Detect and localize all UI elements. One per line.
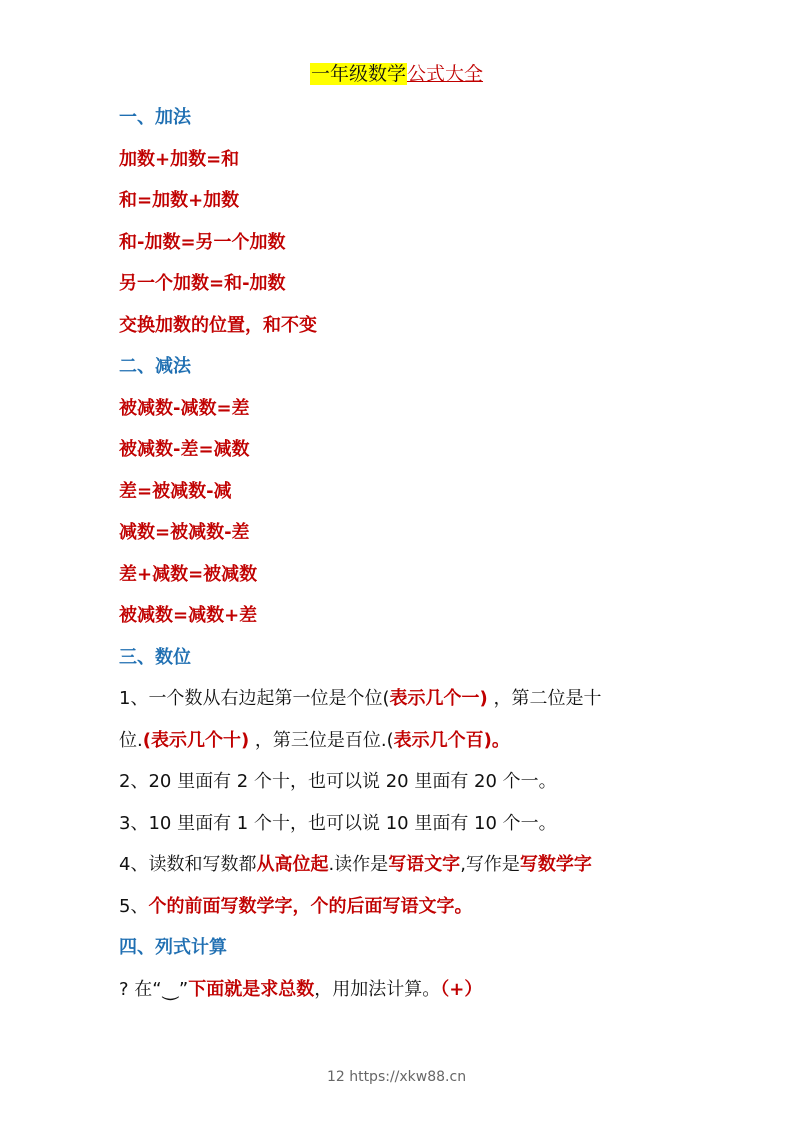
page-footer: 12 https://xkw88.cn [326, 1069, 467, 1085]
text: ，用加法计算。 [314, 978, 441, 1000]
formula: 另一个加数=和-加数 [119, 273, 286, 294]
section-heading-column-calc: 四、列式计算 [119, 937, 227, 958]
emphasis: 表示几个百)。 [393, 729, 510, 751]
formula: 被减数=减数+差 [119, 605, 258, 626]
emphasis: 从高位起 [256, 854, 329, 875]
formula: 差+减数=被减数 [119, 563, 258, 585]
title-highlighted: 一年级数学 [310, 63, 406, 85]
page-title [0, 60, 793, 88]
formula: 交换加数的位置，和不变 [119, 314, 317, 336]
formula: 被减数-减数=差 [119, 397, 250, 419]
formula: 和=加数+加数 [119, 190, 240, 211]
place-value-item-3: 3、10 里面有 1 个十，也可以说 10 里面有 10 个一。 [119, 812, 557, 834]
emphasis: 下面就是求总数 [188, 978, 315, 1000]
text: ,写作是 [460, 854, 520, 875]
text: ，第三位是百位.( [249, 729, 394, 751]
formula: 被减数-差=减数 [119, 439, 250, 460]
section-heading-place-value: 三、数位 [119, 646, 191, 668]
text: 1、一个数从右边起第一位是个位( [119, 688, 390, 709]
emphasis: 个的前面写数学字，个的后面写语文字。 [148, 895, 473, 917]
emphasis: (表示几个十) [142, 729, 250, 751]
emphasis: 写数学字 [519, 854, 592, 875]
place-value-item-5 [119, 889, 699, 931]
formula: 差=被减数-减 [119, 480, 232, 502]
text: 5、 [119, 895, 149, 917]
text: .读作是 [328, 854, 389, 875]
formula: 和-加数=另一个加数 [119, 231, 286, 253]
emphasis: 表示几个一) [389, 688, 488, 709]
place-value-item-1 [119, 681, 699, 723]
title-underlined: 公式大全 [407, 63, 484, 85]
section-heading-subtraction: 二、减法 [119, 356, 191, 377]
column-calc-item [119, 972, 699, 1014]
place-value-item-2: 2、20 里面有 2 个十，也可以说 20 里面有 20 个一。 [119, 771, 557, 792]
text: 位. [119, 729, 143, 751]
text: ? 在“⏝” [119, 978, 189, 1000]
formula: 减数=被减数-差 [119, 522, 250, 543]
section-heading-addition: 一、加法 [119, 107, 191, 128]
document-body [119, 100, 699, 1013]
text: ，第二位是十 [487, 688, 602, 709]
emphasis: （+） [440, 978, 483, 1000]
text: 4、读数和写数都 [119, 854, 257, 875]
place-value-item-4 [119, 847, 699, 889]
emphasis: 写语文字 [388, 854, 461, 875]
place-value-item-1-cont [119, 723, 699, 765]
formula: 加数+加数=和 [119, 148, 240, 170]
